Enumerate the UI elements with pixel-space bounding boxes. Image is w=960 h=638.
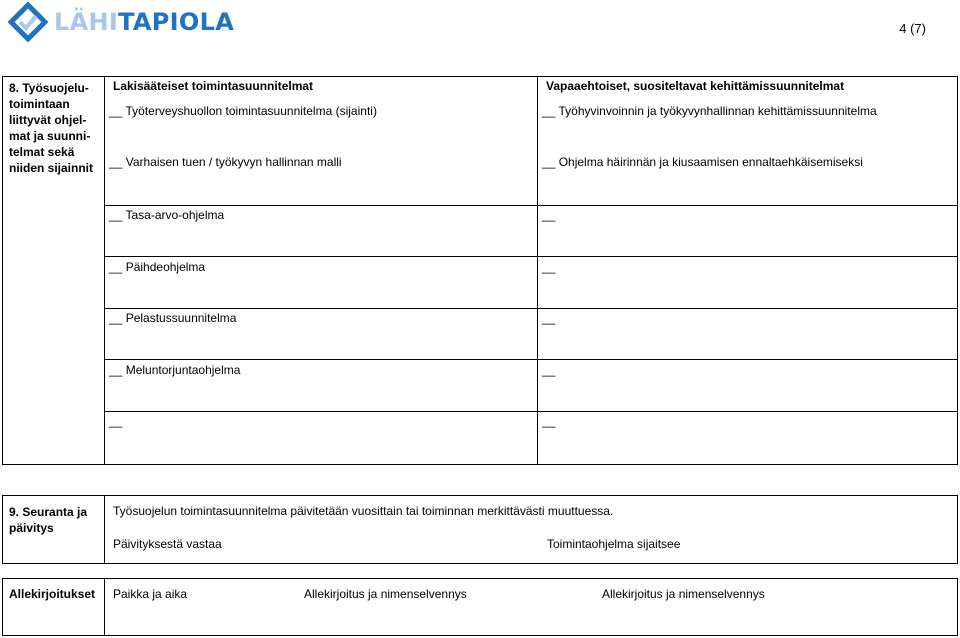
statutory-plan-item [109,104,377,118]
signatures-title: Allekirjoitukset [9,587,96,601]
voluntary-plan-item [542,311,555,325]
statutory-plan-label: Pelastussuunnitelma [125,311,237,325]
signature-label-2: Allekirjoitus ja nimenselvennys [602,587,765,601]
blank-line: __ [109,155,123,169]
logo-part1: LÄHI [54,8,119,36]
blank-line: __ [542,104,556,118]
section8-column-divider [537,76,538,465]
blank-line: __ [542,155,556,169]
voluntary-plan-item [542,260,555,274]
section9-title-line: 9. Seuranta ja [9,505,88,519]
voluntary-plan-item [542,414,555,428]
statutory-plan-label: Meluntorjuntaohjelma [125,363,241,377]
place-date-label: Paikka ja aika [113,587,188,601]
signatures-title-divider [104,578,105,636]
statutory-plan-item [109,414,122,428]
statutory-plans-header: Lakisääteiset toimintasuunnitelmat [113,79,314,93]
row-separator [104,411,958,412]
blank-line: __ [542,414,556,428]
blank-line: __ [109,363,123,377]
section9-title-line: päivitys [9,521,54,535]
section8-title-line: liittyvät ohjel- [9,113,87,127]
update-responsible-label: Päivityksestä vastaa [113,537,222,551]
row-separator [104,359,958,360]
voluntary-plan-item [542,208,555,222]
logo-wordmark [54,10,234,34]
company-logo [8,2,234,42]
statutory-plan-label: Tasa-arvo-ohjelma [125,208,225,222]
blank-line: __ [542,208,556,222]
logo-diamond-icon [8,2,48,42]
section9-title [9,504,87,536]
voluntary-plan-label: Ohjelma häirinnän ja kiusaamisen ennaltaehkäisemiseksi [558,155,863,169]
statutory-plan-label: Päihdeohjelma [125,260,206,274]
section8-title-line: 8. Työsuojelu- [9,81,89,95]
blank-line: __ [542,311,556,325]
voluntary-plan-item [542,104,877,118]
blank-line: __ [109,208,123,222]
blank-line: __ [542,260,556,274]
statutory-plan-item [109,311,236,325]
section8-title-line: toimintaan [9,97,70,111]
blank-line: __ [109,260,123,274]
voluntary-plan-item [542,363,555,377]
blank-line: __ [542,363,556,377]
voluntary-plan-item [542,155,863,169]
section9-title-divider [104,495,105,564]
section8-title-line: telmat sekä [9,145,75,159]
row-separator [104,256,958,257]
blank-line: __ [109,414,123,428]
statutory-plan-label: Varhaisen tuen / työkyvyn hallinnan malli [125,155,342,169]
row-separator [104,308,958,309]
voluntary-plans-header: Vapaaehtoiset, suositeltavat kehittämissuunnitelmat [546,79,845,93]
statutory-plan-item [109,155,342,169]
section8-title-line: niiden sijainnit [9,161,94,175]
voluntary-plan-label: Työhyvinvoinnin ja työkyvynhallinnan kehittämissuunnitelma [558,104,877,118]
statutory-plan-item [109,260,205,274]
statutory-plan-label: Työterveyshuollon toimintasuunnitelma (sijainti) [125,104,377,118]
section9-text: Työsuojelun toimintasuunnitelma päivitetään vuosittain tai toiminnan merkittävästi muuttuessa. [113,504,614,518]
logo-part2: TAPIOLA [118,8,235,36]
blank-line: __ [109,104,123,118]
section8-title [9,80,93,176]
row-separator [104,205,958,206]
signature-label-1: Allekirjoitus ja nimenselvennys [304,587,467,601]
program-location-label: Toimintaohjelma sijaitsee [547,537,681,551]
blank-line: __ [109,311,123,325]
statutory-plan-item [109,363,240,377]
section8-title-divider [104,76,105,465]
page-number: 4 (7) [899,21,926,36]
statutory-plan-item [109,208,224,222]
section8-title-line: mat ja suunni- [9,129,91,143]
